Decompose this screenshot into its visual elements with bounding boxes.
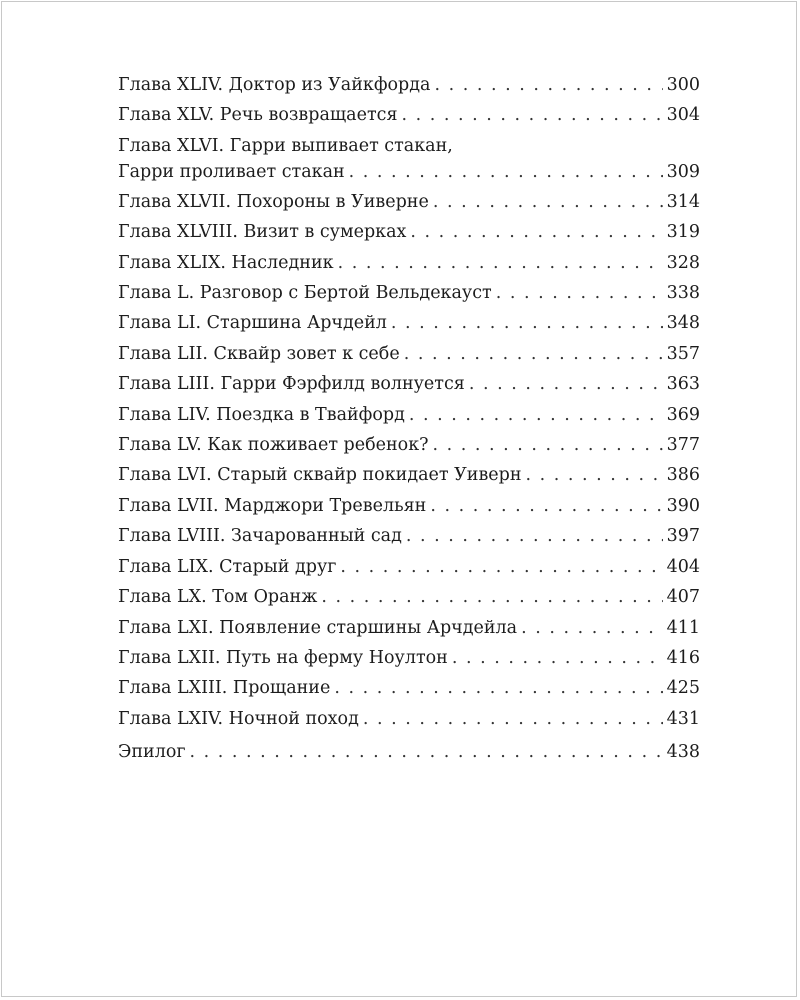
toc-entry-title: Глава LXII. Путь на ферму Ноултон [118,647,448,668]
toc-entry-title: Глава LIV. Поездка в Твайфорд [118,404,405,425]
toc-entry-title: Глава L. Разговор с Бертой Вельдекауст [118,283,492,304]
toc-entry-title: Глава XLVII. Похороны в Уиверне [118,191,429,212]
dot-leader [409,400,663,430]
dot-leader [349,159,663,185]
dot-leader [363,704,663,734]
toc-entry-page: 411 [666,617,700,638]
toc-entry-title: Глава LVIII. Зачарованный сад [118,526,402,547]
dot-leader [321,582,662,612]
toc-entry-lii [118,339,700,369]
dot-leader [404,339,663,369]
toc-entry-lviii [118,521,700,551]
table-of-contents [118,70,700,768]
toc-entry-page: 416 [666,647,700,668]
dot-leader [340,552,662,582]
toc-entry-title-line2: Гарри проливает стакан [118,161,345,182]
toc-entry-l [118,278,700,308]
toc-entry-page: 300 [666,75,700,95]
dot-leader [190,737,663,767]
toc-entry-liv [118,400,700,430]
toc-entry-lx [118,582,700,612]
dot-leader [334,673,662,703]
dot-leader [433,187,663,217]
dot-leader [526,460,663,490]
toc-entry-xlvi [118,131,700,187]
toc-entry-lv [118,430,700,460]
toc-entry-title: Глава LI. Старшина Арчдейл [118,313,387,334]
toc-entry-page: 438 [666,742,700,763]
toc-entry-title: Глава XLIV. Доктор из Уайкфорда [118,75,431,95]
dot-leader [391,308,663,338]
dot-leader [430,491,662,521]
toc-entry-page: 425 [666,678,700,699]
toc-entry-title: Глава LVII. Марджори Тревельян [118,495,427,516]
toc-entry-xlvii [118,187,700,217]
toc-entry-page: 369 [666,404,700,425]
toc-entry-xlviii [118,217,700,247]
toc-entry-page: 386 [666,465,700,486]
book-page [1,1,797,997]
toc-entry-lix [118,552,700,582]
toc-entry-lxii [118,643,700,673]
toc-entry-title: Глава LV. Как поживает ребенок? [118,435,429,456]
toc-entry-page: 338 [666,283,700,304]
toc-entry-page: 328 [666,252,700,273]
toc-entry-page: 407 [666,587,700,608]
toc-entry-page: 309 [666,161,700,182]
toc-entry-page: 363 [666,374,700,395]
toc-entry-page: 377 [666,435,700,456]
toc-entry-page: 319 [666,222,700,243]
dot-leader [433,430,663,460]
toc-entry-lvi [118,460,700,490]
toc-entry-page: 431 [666,708,700,729]
toc-entry-title: Глава XLIX. Наследник [118,252,334,273]
toc-entry-title: Глава LX. Том Оранж [118,587,318,608]
toc-entry-title: Глава LIII. Гарри Фэрфилд волнуется [118,374,465,395]
toc-entry-title: Глава LII. Сквайр зовет к себе [118,343,400,364]
toc-entry-title: Глава XLVIII. Визит в сумерках [118,222,407,243]
toc-entry-lxiv [118,704,700,734]
toc-entry-title: Глава XLV. Речь возвращается [118,105,398,126]
toc-entry-epilog [118,737,700,767]
toc-entry-page: 348 [666,313,700,334]
toc-entry-lxi [118,613,700,643]
toc-entry-title: Глава LXIV. Ночной поход [118,708,359,729]
toc-entry-page: 304 [666,105,700,126]
toc-entry-title: Глава LIX. Старый друг [118,556,337,577]
toc-entry-page: 397 [666,526,700,547]
toc-entry-xliv [118,70,700,100]
toc-entry-page: 404 [666,556,700,577]
toc-entry-page: 390 [666,495,700,516]
toc-entry-title-line1: Глава XLVI. Гарри выпивает стакан, [118,135,453,156]
dot-leader [469,369,663,399]
dot-leader [496,278,663,308]
toc-entry-title: Глава LXIII. Прощание [118,678,331,699]
dot-leader [452,643,663,673]
toc-entry-page: 314 [666,191,700,212]
dot-leader [410,217,662,247]
toc-entry-lvii [118,491,700,521]
toc-entry-li [118,308,700,338]
toc-entry-title: Эпилог [118,742,186,763]
dot-leader [338,248,663,278]
dot-leader [521,613,663,643]
toc-entry-xlix [118,248,700,278]
toc-entry-lxiii [118,673,700,703]
toc-entry-title: Глава LXI. Появление старшины Арчдейла [118,617,518,638]
toc-entry-page: 357 [666,343,700,364]
dot-leader [406,521,663,551]
dot-leader [434,70,662,100]
toc-entry-title: Глава LVI. Старый сквайр покидает Уиверн [118,465,522,486]
dot-leader [402,100,663,130]
toc-entry-liii [118,369,700,399]
toc-entry-xlv [118,100,700,130]
